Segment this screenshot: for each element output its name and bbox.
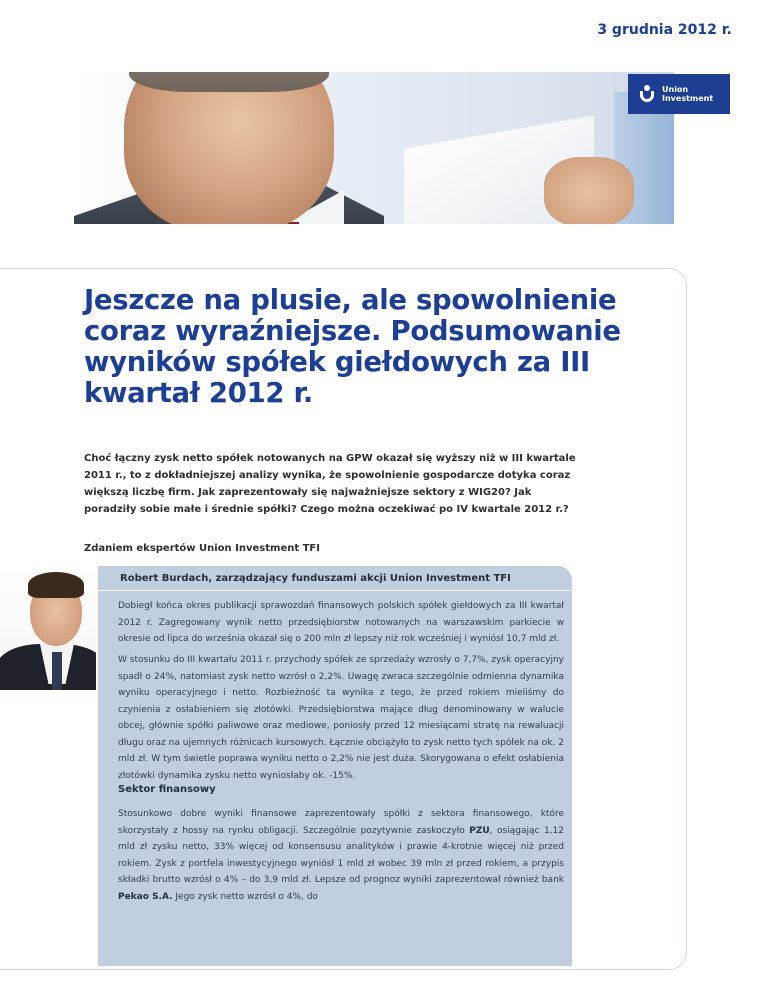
logo-wordmark [662,85,713,103]
portrait-hair [28,572,84,598]
hero-hand [544,157,634,224]
hero-photo [74,72,674,224]
p3-text-3: Jego zysk netto wzrósł o 4%, do [172,891,318,902]
commentary-paragraph-3 [118,806,564,905]
section-heading-financial: Sektor finansowy [118,784,216,795]
commentary-paragraph-1: Dobiegł końca okres publikacji sprawozdań finansowych polskich spółek giełdowych za III kwartał 2012 r. Zagregowany wynik netto przedsiębiorstw notowanych na warszawskim parkiecie w okresie od lipca do września okazał się o 200 mln zł lepszy niż rok wcześniej i wyniósł 10,7 mld zł. [118,601,564,644]
p3-text-1: Stosunkowo dobre wyniki finansowe zaprezentowały spółki z sektora finansowego, które skorzystały z hossy na rynku obligacji. Szczególnie pozytywnie zaskoczyło [118,809,564,836]
hero-hair [129,72,329,92]
experts-heading: Zdaniem ekspertów Union Investment TFI [84,543,320,554]
p3-text-2: , osiągając 1,12 mld zł zysku netto, 33% więcej od konsensusu analityków i prawie 4-krotnie więcej niż przed rokiem. Zysk z portfela inwestycyjnego wyniósł 1 mld zł wobec 39 mln zł przed rokiem, a przypis składki brutto wzrósł o 4% – do 3,9 mld zł. Lepsze od prognoz wyniki zaprezentował również bank [118,825,564,885]
article-lead: Choć łączny zysk netto spółek notowanych na GPW okazał się wyższy niż w III kwartale 2011 r., to z dokładniejszej analizy wynika, że spowolnienie gospodarcze dotyka coraz większą liczbę firm. Jak zaprezentowały się najważniejsze sektory z WIG20? Jak poradziły sobie małe i średnie spółki? Czego można oczekiwać po IV kwartale 2012 r.? [84,453,576,515]
publication-date: 3 grudnia 2012 r. [597,22,732,38]
logo-line-2: Investment [662,94,714,103]
expert-portrait [0,566,96,690]
hero-head [124,72,334,224]
logo-line-1: Union [662,85,689,94]
portrait-tie [52,652,62,690]
union-investment-logo [628,74,730,114]
p3-bold-pekao: Pekao S.A. [118,891,173,902]
box-divider [98,590,572,591]
union-logo-icon [640,85,656,103]
commentary-paragraph-2: W stosunku do III kwartału 2011 r. przychody spółek ze sprzedaży wzrosły o 7,7%, zysk operacyjny spadł o 24%, natomiast zysk netto wzrósł o 2,2%. Uwagę zwraca szczególnie odmienna dynamika wyniku operacyjnego i netto. Rozbieżność ta wynika z tego, że przed rokiem mieliśmy do czynienia z osłabieniem się złotówki. Przedsiębiorstwa mające dług denominowany w walucie obcej, głównie spółki paliwowe oraz mediowe, poniosły przed 12 miesiącami stratę na rewaluacji długu oraz na ujemnych różnicach kursowych. Łącznie obciążyło to zysk netto tych spółek na ok. 2 mld zł. W tym świetle poprawa wyniku netto o 2,2% nie jest duża. Skorygowana o efekt osłabienia złotówki dynamika zysku netto wyniosłaby ok. -15%. [118,655,564,781]
p3-bold-pzu: PZU [469,825,490,836]
expert-name-heading: Robert Burdach, zarządzający funduszami akcji Union Investment TFI [120,573,511,584]
article-title: Jeszcze na plusie, ale spowolnienie coraz wyraźniejsze. Podsumowanie wyników spółek giełdowych za III kwartał 2012 r. [84,284,621,409]
